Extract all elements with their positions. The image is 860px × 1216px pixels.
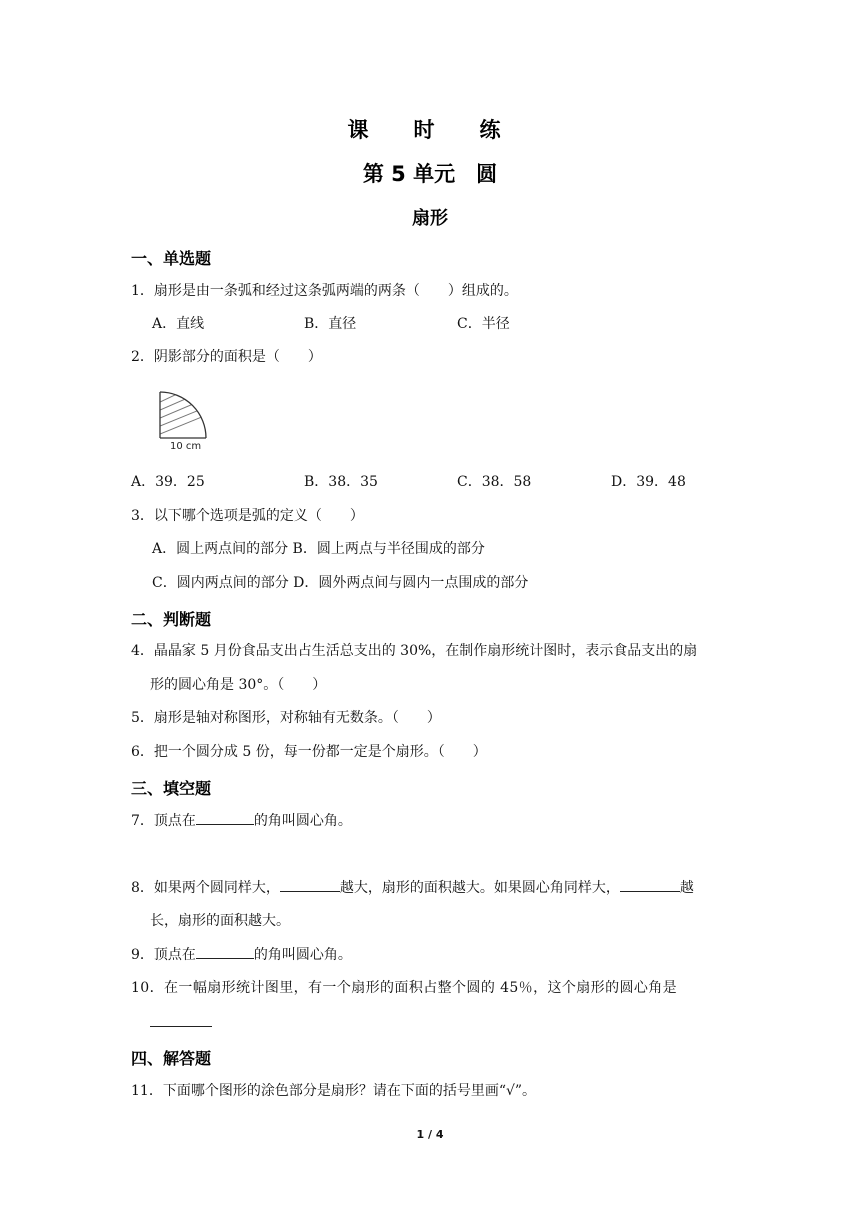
- shaded-sector-figure: [154, 384, 214, 454]
- page-number: 1 / 4: [416, 1128, 444, 1141]
- question-3-options-row-1: A．圆上两点间的部分 B．圆上两点与半径围成的部分: [152, 541, 485, 557]
- question-8-part-1: 8．如果两个圆同样大，: [131, 880, 280, 896]
- answer-blank[interactable]: [620, 877, 680, 892]
- question-1-option-c: C．半径: [457, 316, 510, 332]
- answer-blank[interactable]: [196, 944, 254, 959]
- unit-title: 第 5 单元 圆: [362, 162, 498, 186]
- question-3-stem: 3．以下哪个选项是弧的定义（ ）: [131, 508, 364, 524]
- lesson-title: 扇形: [412, 208, 448, 229]
- section-heading-solve: 四、解答题: [131, 1049, 212, 1068]
- question-2-option-d: D．39．48: [611, 474, 686, 490]
- question-9-before: 9．顶点在: [131, 947, 196, 963]
- section-heading-single-choice: 一、单选题: [131, 249, 212, 268]
- question-7-before: 7．顶点在: [131, 813, 196, 829]
- question-3-options-row-2: C．圆内两点间的部分 D．圆外两点间与圆内一点围成的部分: [152, 575, 529, 591]
- question-1-option-b: B．直径: [304, 316, 357, 332]
- question-2-option-a: A．39．25: [131, 474, 205, 490]
- question-2-stem: 2．阴影部分的面积是（ ）: [131, 349, 322, 365]
- doc-title: 课 时 练: [347, 118, 513, 142]
- question-1-stem: 1．扇形是由一条弧和经过这条弧两端的两条（ ）组成的。: [131, 283, 518, 299]
- answer-blank[interactable]: [196, 810, 254, 825]
- figure-dimension-label: 10 cm: [170, 441, 202, 452]
- question-8-line-1: [131, 877, 694, 898]
- answer-blank[interactable]: [280, 877, 340, 892]
- question-11: 11．下面哪个图形的涂色部分是扇形？请在下面的括号里画“√”。: [131, 1083, 537, 1099]
- answer-blank[interactable]: [150, 1026, 212, 1027]
- question-6: 6．把一个圆分成 5 份，每一份都一定是个扇形。（ ）: [131, 744, 487, 760]
- question-8-part-2: 越大，扇形的面积越大。如果圆心角同样大，: [339, 880, 620, 896]
- question-7-after: 的角叫圆心角。: [253, 813, 352, 829]
- question-8-line-2: 长，扇形的面积越大。: [150, 913, 290, 929]
- question-7: [131, 810, 352, 831]
- question-8-part-3: 越: [679, 880, 694, 896]
- question-2-option-b: B．38．35: [304, 474, 378, 490]
- question-1-option-a: A．直线: [152, 316, 205, 332]
- question-9-after: 的角叫圆心角。: [253, 947, 352, 963]
- section-heading-true-false: 二、判断题: [131, 610, 212, 629]
- question-9: [131, 944, 352, 965]
- question-4-line-2: 形的圆心角是 30°。（ ）: [150, 677, 327, 693]
- question-4-line-1: 4．晶晶家 5 月份食品支出占生活总支出的 30%，在制作扇形统计图时，表示食品支出的扇: [131, 643, 698, 659]
- section-heading-fill-blank: 三、填空题: [131, 779, 212, 798]
- question-5: 5．扇形是轴对称图形，对称轴有无数条。（ ）: [131, 710, 441, 726]
- question-10: 10．在一幅扇形统计图里，有一个扇形的面积占整个圆的 45％，这个扇形的圆心角是: [131, 980, 678, 996]
- question-2-option-c: C．38．58: [457, 474, 532, 490]
